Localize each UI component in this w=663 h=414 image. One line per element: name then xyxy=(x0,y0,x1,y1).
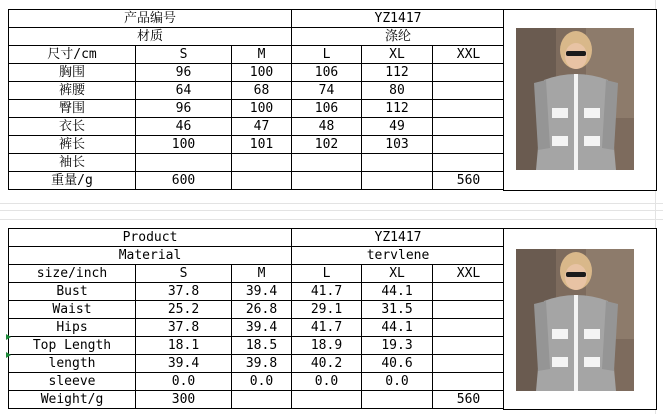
cell[interactable]: 29.1 xyxy=(292,301,362,319)
table-row xyxy=(9,118,505,136)
cell[interactable]: 106 xyxy=(292,100,362,118)
material-label[interactable]: 材质 xyxy=(9,28,292,46)
row-label[interactable]: 裤腰 xyxy=(9,82,136,100)
cell[interactable] xyxy=(433,136,505,154)
cell[interactable] xyxy=(433,319,505,337)
gridline xyxy=(0,203,663,204)
table-row xyxy=(9,82,505,100)
size-header-row xyxy=(9,265,505,283)
cell[interactable]: 96 xyxy=(136,100,232,118)
table-row xyxy=(9,373,505,391)
row-label[interactable]: 胸围 xyxy=(9,64,136,82)
table-row xyxy=(9,355,505,373)
table-row xyxy=(9,64,505,82)
comment-marker-icon[interactable] xyxy=(6,352,11,358)
cell[interactable]: 0.0 xyxy=(362,373,433,391)
size-xl[interactable]: XL xyxy=(362,46,433,64)
weight-label[interactable]: Weight/g xyxy=(9,391,136,409)
size-l[interactable]: L xyxy=(292,46,362,64)
cell[interactable]: 560 xyxy=(433,172,505,190)
cell[interactable]: 560 xyxy=(433,391,505,409)
photo-cell[interactable] xyxy=(503,9,657,191)
cell[interactable]: 37.8 xyxy=(136,283,232,301)
cell[interactable] xyxy=(433,301,505,319)
cell[interactable]: 40.6 xyxy=(362,355,433,373)
cell[interactable] xyxy=(292,172,362,190)
size-header-row xyxy=(9,46,505,64)
row-label[interactable]: Hips xyxy=(9,319,136,337)
cell[interactable] xyxy=(433,64,505,82)
cell[interactable] xyxy=(433,154,505,172)
product-no-value[interactable]: YZ1417 xyxy=(292,10,505,28)
material-label[interactable]: Material xyxy=(9,247,292,265)
comment-marker-icon[interactable] xyxy=(6,334,11,340)
cell[interactable]: 44.1 xyxy=(362,319,433,337)
table-row xyxy=(9,337,505,355)
cell[interactable]: 39.4 xyxy=(232,319,292,337)
cell[interactable] xyxy=(362,154,433,172)
cell[interactable]: 18.9 xyxy=(292,337,362,355)
row-label[interactable]: sleeve xyxy=(9,373,136,391)
weight-row xyxy=(9,391,505,409)
size-s[interactable]: S xyxy=(136,46,232,64)
cell[interactable]: 47 xyxy=(232,118,292,136)
row-label[interactable]: 裤长 xyxy=(9,136,136,154)
cell[interactable] xyxy=(433,337,505,355)
cell[interactable]: 48 xyxy=(292,118,362,136)
cell[interactable] xyxy=(433,118,505,136)
product-photo xyxy=(516,249,634,391)
size-m[interactable]: M xyxy=(232,46,292,64)
size-table-en xyxy=(8,228,505,409)
cell[interactable]: 46 xyxy=(136,118,232,136)
table-row xyxy=(9,319,505,337)
cell[interactable]: 106 xyxy=(292,64,362,82)
cell[interactable]: 25.2 xyxy=(136,301,232,319)
cell[interactable] xyxy=(362,172,433,190)
cell[interactable]: 96 xyxy=(136,64,232,82)
material-value[interactable]: 涤纶 xyxy=(292,28,505,46)
size-label[interactable]: 尺寸/cm xyxy=(9,46,136,64)
cell[interactable] xyxy=(433,355,505,373)
cell[interactable]: 103 xyxy=(362,136,433,154)
cell[interactable]: 31.5 xyxy=(362,301,433,319)
table-row xyxy=(9,301,505,319)
cell[interactable]: 100 xyxy=(232,64,292,82)
cell[interactable] xyxy=(433,100,505,118)
cell[interactable]: 40.2 xyxy=(292,355,362,373)
size-s[interactable]: S xyxy=(136,265,232,283)
cell[interactable]: 100 xyxy=(232,100,292,118)
product-no-value[interactable]: YZ1417 xyxy=(292,229,505,247)
gridline xyxy=(0,210,663,211)
row-label[interactable]: 衣长 xyxy=(9,118,136,136)
cell[interactable]: 19.3 xyxy=(362,337,433,355)
cell[interactable]: 39.4 xyxy=(232,283,292,301)
row-label[interactable]: Waist xyxy=(9,301,136,319)
size-xxl[interactable]: XXL xyxy=(433,46,505,64)
cell[interactable]: 26.8 xyxy=(232,301,292,319)
cell[interactable] xyxy=(433,373,505,391)
cell[interactable]: 600 xyxy=(136,172,232,190)
cell[interactable] xyxy=(232,391,292,409)
cell[interactable]: 0.0 xyxy=(136,373,232,391)
cell[interactable]: 64 xyxy=(136,82,232,100)
cell[interactable]: 102 xyxy=(292,136,362,154)
cell[interactable]: 18.1 xyxy=(136,337,232,355)
cell[interactable]: 39.8 xyxy=(232,355,292,373)
size-xl[interactable]: XL xyxy=(362,265,433,283)
cell[interactable] xyxy=(292,391,362,409)
size-table-cn xyxy=(8,9,505,190)
cell[interactable]: 112 xyxy=(362,100,433,118)
cell[interactable]: 18.5 xyxy=(232,337,292,355)
row-label[interactable]: 臀围 xyxy=(9,100,136,118)
row-label[interactable]: 袖长 xyxy=(9,154,136,172)
material-value[interactable]: tervlene xyxy=(292,247,505,265)
product-label[interactable]: Product xyxy=(9,229,292,247)
gridline xyxy=(0,219,663,220)
cell[interactable] xyxy=(433,82,505,100)
cell[interactable]: 39.4 xyxy=(136,355,232,373)
cell[interactable]: 80 xyxy=(362,82,433,100)
table-row xyxy=(9,283,505,301)
product-photo xyxy=(516,28,634,170)
cell[interactable]: 0.0 xyxy=(292,373,362,391)
cell[interactable] xyxy=(232,172,292,190)
cell[interactable] xyxy=(136,154,232,172)
cell[interactable]: 0.0 xyxy=(232,373,292,391)
cell[interactable] xyxy=(362,391,433,409)
size-m[interactable]: M xyxy=(232,265,292,283)
cell[interactable]: 37.8 xyxy=(136,319,232,337)
cell[interactable] xyxy=(232,154,292,172)
row-label[interactable]: Top Length xyxy=(9,337,136,355)
row-label[interactable]: length xyxy=(9,355,136,373)
cell[interactable]: 101 xyxy=(232,136,292,154)
size-label[interactable]: size/inch xyxy=(9,265,136,283)
table-row xyxy=(9,154,505,172)
table-row xyxy=(9,136,505,154)
weight-row xyxy=(9,172,505,190)
table-row xyxy=(9,100,505,118)
cell[interactable]: 44.1 xyxy=(362,283,433,301)
cell[interactable]: 300 xyxy=(136,391,232,409)
row-label[interactable]: Bust xyxy=(9,283,136,301)
cell[interactable]: 68 xyxy=(232,82,292,100)
cell[interactable]: 41.7 xyxy=(292,283,362,301)
weight-label[interactable]: 重量/g xyxy=(9,172,136,190)
cell[interactable]: 41.7 xyxy=(292,319,362,337)
cell[interactable]: 74 xyxy=(292,82,362,100)
cell[interactable]: 100 xyxy=(136,136,232,154)
product-no-label[interactable]: 产品编号 xyxy=(9,10,292,28)
photo-cell[interactable] xyxy=(503,228,657,410)
cell[interactable]: 112 xyxy=(362,64,433,82)
cell[interactable]: 49 xyxy=(362,118,433,136)
size-l[interactable]: L xyxy=(292,265,362,283)
cell[interactable] xyxy=(292,154,362,172)
size-xxl[interactable]: XXL xyxy=(433,265,505,283)
cell[interactable] xyxy=(433,283,505,301)
